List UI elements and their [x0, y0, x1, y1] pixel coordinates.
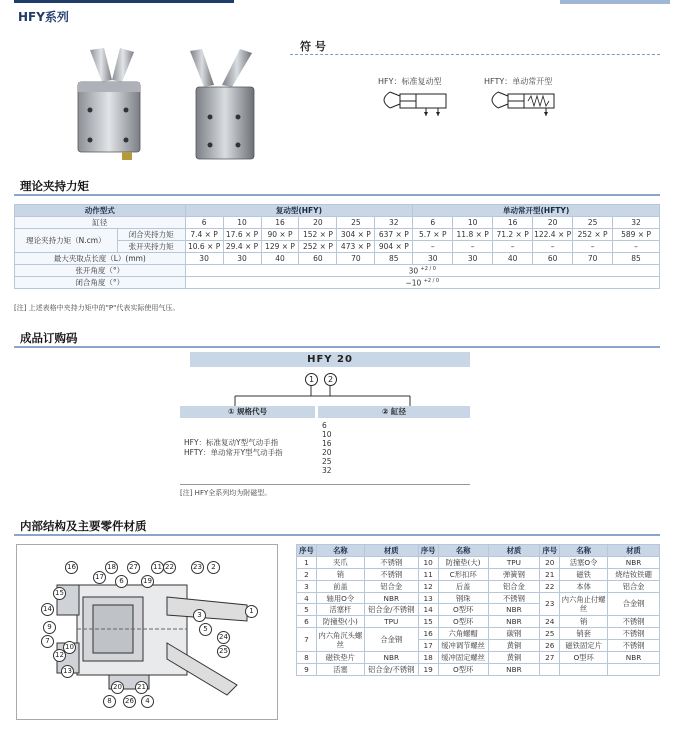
parts-cell: 缓冲调节螺丝 — [438, 640, 488, 652]
hdr-action-type: 动作型式 — [15, 205, 186, 217]
parts-cell: 活塞O令 — [560, 556, 608, 568]
parts-cell: 5 — [297, 604, 317, 616]
bore-cell: 32 — [375, 217, 413, 229]
value-cell: 30 — [413, 253, 453, 265]
parts-cell: 磁铁垫片 — [316, 652, 364, 664]
open-torque-label: 张开夹持力矩 — [117, 241, 185, 253]
value-cell: 60 — [299, 253, 337, 265]
parts-cell: TPU — [364, 616, 418, 628]
parts-cell: 内六角沉头螺丝 — [316, 628, 364, 652]
bore-option: 16 — [322, 439, 332, 448]
callout-10: 10 — [63, 641, 76, 654]
callout-20: 20 — [111, 681, 124, 694]
parts-cell: 不锈钢 — [608, 616, 660, 628]
value-cell: 30 — [223, 253, 261, 265]
parts-cell: 18 — [418, 652, 438, 664]
bore-option: 20 — [322, 448, 332, 457]
parts-cell: 27 — [540, 652, 560, 664]
parts-cell: 7 — [297, 628, 317, 652]
callout-21: 21 — [135, 681, 148, 694]
value-cell: – — [413, 241, 453, 253]
parts-cell: 销 — [560, 616, 608, 628]
parts-cell: NBR — [608, 652, 660, 664]
parts-section-title: 内部结构及主要零件材质 — [20, 519, 147, 533]
bore-cell: 16 — [261, 217, 299, 229]
bore-cell: 6 — [185, 217, 223, 229]
callout-1: 1 — [245, 605, 258, 618]
parts-cell: 前盖 — [316, 580, 364, 592]
parts-cell: 后盖 — [438, 580, 488, 592]
hfty-pneumatic-symbol — [484, 86, 564, 120]
parts-cell: 26 — [540, 640, 560, 652]
parts-cell: 2 — [297, 568, 317, 580]
parts-cell: 铝合金/不锈钢 — [364, 663, 418, 675]
value-cell: 637 × P — [375, 229, 413, 241]
value-cell: 30 — [453, 253, 493, 265]
parts-cell: 防撞垫(小) — [316, 616, 364, 628]
order-note: [注] HFY全系列均为附磁型。 — [180, 489, 272, 497]
callout-24: 24 — [217, 631, 230, 644]
bore-cell: 32 — [613, 217, 660, 229]
product-photo-side — [180, 45, 270, 170]
spec-line: HFTY：单动常开Y型气动手指 — [184, 448, 283, 457]
parts-cell: 4 — [297, 592, 317, 604]
torque-label: 理论夹持力矩（N.cm） — [15, 229, 118, 253]
value-cell: 10.6 × P — [185, 241, 223, 253]
close-angle-number: −10 — [405, 278, 422, 288]
value-cell: – — [533, 241, 573, 253]
bore-option: 10 — [322, 430, 332, 439]
callout-9: 9 — [43, 621, 56, 634]
parts-header-cell: 序号 — [418, 545, 438, 557]
parts-cell: NBR — [488, 604, 540, 616]
clamp-section-title: 理论夹持力矩 — [20, 179, 89, 193]
parts-cell: 9 — [297, 663, 317, 675]
parts-cell — [540, 663, 560, 675]
value-cell: 252 × P — [299, 241, 337, 253]
callout-14: 14 — [41, 603, 54, 616]
open-angle-label: 张开角度（°） — [15, 265, 186, 277]
code-marker-1: 1 — [305, 373, 318, 386]
value-cell: 152 × P — [299, 229, 337, 241]
order-section-title: 成品订购码 — [20, 331, 78, 345]
value-cell: 304 × P — [337, 229, 375, 241]
callout-12: 12 — [53, 649, 66, 662]
value-cell: 60 — [533, 253, 573, 265]
parts-cell: 21 — [540, 568, 560, 580]
bore-option: 32 — [322, 466, 332, 475]
parts-cell: NBR — [364, 592, 418, 604]
value-cell: 85 — [375, 253, 413, 265]
bore-option: 6 — [322, 421, 327, 430]
parts-cell: 11 — [418, 568, 438, 580]
parts-cell: 8 — [297, 652, 317, 664]
parts-cell: 23 — [540, 592, 560, 616]
value-cell: – — [453, 241, 493, 253]
hdr-double-acting: 复动型(HFY) — [185, 205, 413, 217]
parts-section-bar — [14, 534, 660, 536]
parts-cell: 20 — [540, 556, 560, 568]
parts-header-cell: 材质 — [608, 545, 660, 557]
parts-header-cell: 名称 — [438, 545, 488, 557]
parts-header-cell: 材质 — [488, 545, 540, 557]
parts-cell: 不锈钢 — [364, 556, 418, 568]
parts-cell: 防撞垫(大) — [438, 556, 488, 568]
value-cell: 90 × P — [261, 229, 299, 241]
bore-label: 缸径 — [15, 217, 186, 229]
callout-16: 16 — [65, 561, 78, 574]
callout-2: 2 — [207, 561, 220, 574]
parts-cell: 合金钢 — [608, 592, 660, 616]
callout-25: 25 — [217, 645, 230, 658]
clamp-force-table — [14, 204, 660, 289]
order-code: HFY 20 — [190, 352, 470, 367]
parts-cell: 磁铁 — [560, 568, 608, 580]
value-cell: 29.4 × P — [223, 241, 261, 253]
parts-cell: 15 — [418, 616, 438, 628]
callout-26: 26 — [123, 695, 136, 708]
value-cell: 17.6 × P — [223, 229, 261, 241]
parts-cell: 12 — [418, 580, 438, 592]
value-cell: 252 × P — [573, 229, 613, 241]
value-cell: 904 × P — [375, 241, 413, 253]
value-cell: – — [493, 241, 533, 253]
parts-cell: 3 — [297, 580, 317, 592]
bore-cell: 10 — [453, 217, 493, 229]
parts-cell: 6 — [297, 616, 317, 628]
callout-27: 27 — [127, 561, 140, 574]
parts-cell: 销套 — [560, 628, 608, 640]
parts-cell: 销 — [316, 568, 364, 580]
callout-17: 17 — [93, 571, 106, 584]
open-angle-tolerance: +2 / 0 — [420, 265, 436, 272]
parts-header-cell: 序号 — [540, 545, 560, 557]
parts-cell: 本体 — [560, 580, 608, 592]
parts-cell: 烧结钕铁硼 — [608, 568, 660, 580]
value-cell: – — [573, 241, 613, 253]
callout-8: 8 — [103, 695, 116, 708]
parts-header-cell: 名称 — [316, 545, 364, 557]
parts-cell: 钢珠 — [438, 592, 488, 604]
parts-cell: 合金钢 — [364, 628, 418, 652]
order-connector-lines — [180, 386, 470, 408]
cross-section-drawing — [17, 545, 277, 719]
parts-cell: 10 — [418, 556, 438, 568]
parts-cell: 弹簧钢 — [488, 568, 540, 580]
parts-cell: 黄铜 — [488, 640, 540, 652]
value-cell: 70 — [337, 253, 375, 265]
parts-header-cell: 名称 — [560, 545, 608, 557]
bore-cell: 20 — [533, 217, 573, 229]
parts-cell — [608, 663, 660, 675]
value-cell: 129 × P — [261, 241, 299, 253]
value-cell: 70 — [573, 253, 613, 265]
value-cell: 11.8 × P — [453, 229, 493, 241]
parts-cell: 不锈钢 — [608, 640, 660, 652]
parts-cell: 活塞杆 — [316, 604, 364, 616]
callout-13: 13 — [61, 665, 74, 678]
close-angle-value — [185, 277, 659, 289]
parts-cell: 轴用O令 — [316, 592, 364, 604]
parts-header-cell: 序号 — [297, 545, 317, 557]
parts-cell: 不锈钢 — [364, 568, 418, 580]
callout-3: 3 — [193, 609, 206, 622]
callout-15: 15 — [53, 587, 66, 600]
hdr-single-acting: 单动常开型(HFTY) — [413, 205, 660, 217]
value-cell: 122.4 × P — [534, 230, 572, 239]
parts-cell: 1 — [297, 556, 317, 568]
parts-cell: 内六角止付螺丝 — [560, 592, 608, 616]
open-angle-number: 30 — [408, 266, 419, 276]
value-cell: 5.7 × P — [413, 229, 453, 241]
parts-cell — [560, 663, 608, 675]
parts-cell: NBR — [608, 556, 660, 568]
parts-cell: 夹爪 — [316, 556, 364, 568]
value-cell: – — [613, 241, 660, 253]
parts-cell: NBR — [364, 652, 418, 664]
order-head-spec: ① 规格代号 — [180, 406, 315, 418]
callout-22: 22 — [163, 561, 176, 574]
parts-cell: 19 — [418, 663, 438, 675]
parts-cell: 14 — [418, 604, 438, 616]
parts-cell: O型环 — [560, 652, 608, 664]
value-cell: 473 × P — [337, 241, 375, 253]
bore-cell: 20 — [299, 217, 337, 229]
internal-structure-diagram — [16, 544, 278, 720]
value-cell: 85 — [613, 253, 660, 265]
callout-18: 18 — [105, 561, 118, 574]
parts-cell: 24 — [540, 616, 560, 628]
callout-11: 11 — [151, 561, 164, 574]
bore-option: 25 — [322, 457, 332, 466]
parts-cell: 22 — [540, 580, 560, 592]
parts-cell: NBR — [488, 616, 540, 628]
parts-cell: 不锈钢 — [488, 592, 540, 604]
spec-line: HFY：标准复动Y型气动手指 — [184, 438, 279, 447]
length-label: 最大夹取点长度（L）(mm) — [15, 253, 186, 265]
parts-cell: 黄铜 — [488, 652, 540, 664]
code-marker-2: 2 — [324, 373, 337, 386]
parts-cell: O型环 — [438, 663, 488, 675]
value-cell: 30 — [185, 253, 223, 265]
callout-23: 23 — [191, 561, 204, 574]
parts-cell: 碳钢 — [488, 628, 540, 640]
symbol-section-title: 符 号 — [300, 40, 326, 53]
symbol-hfty-label: HFTY：单动常开型 — [484, 77, 553, 86]
close-angle-label: 闭合角度（°） — [15, 277, 186, 289]
parts-cell: 17 — [418, 640, 438, 652]
series-title: HFY系列 — [18, 10, 69, 24]
top-decoration — [0, 0, 682, 6]
callout-19: 19 — [141, 575, 154, 588]
parts-cell: 六角螺帽 — [438, 628, 488, 640]
order-section-bar — [14, 346, 660, 348]
clamp-section-bar — [14, 194, 660, 196]
parts-header-cell: 材质 — [364, 545, 418, 557]
parts-cell: 铝合金 — [608, 580, 660, 592]
bore-cell: 16 — [493, 217, 533, 229]
parts-cell: 铝合金/不锈钢 — [364, 604, 418, 616]
bore-cell: 25 — [573, 217, 613, 229]
parts-cell: NBR — [488, 663, 540, 675]
close-angle-tolerance: +2 / 0 — [423, 277, 440, 284]
parts-cell: 不锈钢 — [608, 628, 660, 640]
parts-cell: 铝合金 — [488, 580, 540, 592]
symbol-divider — [290, 54, 660, 55]
parts-material-table — [296, 544, 660, 676]
parts-cell: TPU — [488, 556, 540, 568]
order-head-bore: ② 缸径 — [318, 406, 470, 418]
value-cell: 40 — [493, 253, 533, 265]
parts-cell: 25 — [540, 628, 560, 640]
parts-cell: C形扣环 — [438, 568, 488, 580]
clamp-note: [注] 上述表格中夹持力矩中的"P"代表实际使用气压。 — [14, 304, 180, 312]
callout-4: 4 — [141, 695, 154, 708]
open-angle-value — [185, 265, 659, 277]
parts-cell: 13 — [418, 592, 438, 604]
parts-cell: 铝合金 — [364, 580, 418, 592]
parts-cell: O型环 — [438, 616, 488, 628]
value-cell: 7.4 × P — [185, 229, 223, 241]
bore-cell: 25 — [337, 217, 375, 229]
bore-cell: 10 — [223, 217, 261, 229]
callout-6: 6 — [115, 575, 128, 588]
hfy-pneumatic-symbol — [376, 86, 456, 120]
value-cell: 589 × P — [613, 229, 660, 241]
value-cell: 71.2 × P — [493, 229, 533, 241]
callout-5: 5 — [199, 623, 212, 636]
bore-cell: 6 — [413, 217, 453, 229]
product-photo-front — [60, 40, 160, 170]
parts-cell: 磁铁固定片 — [560, 640, 608, 652]
callout-7: 7 — [41, 635, 54, 648]
symbol-hfy-label: HFY：标准复动型 — [378, 77, 442, 86]
value-cell: 40 — [261, 253, 299, 265]
parts-cell: 16 — [418, 628, 438, 640]
parts-cell: 活塞 — [316, 663, 364, 675]
parts-cell: 缓冲固定螺丝 — [438, 652, 488, 664]
close-torque-label: 闭合夹持力矩 — [117, 229, 185, 241]
parts-cell: O型环 — [438, 604, 488, 616]
